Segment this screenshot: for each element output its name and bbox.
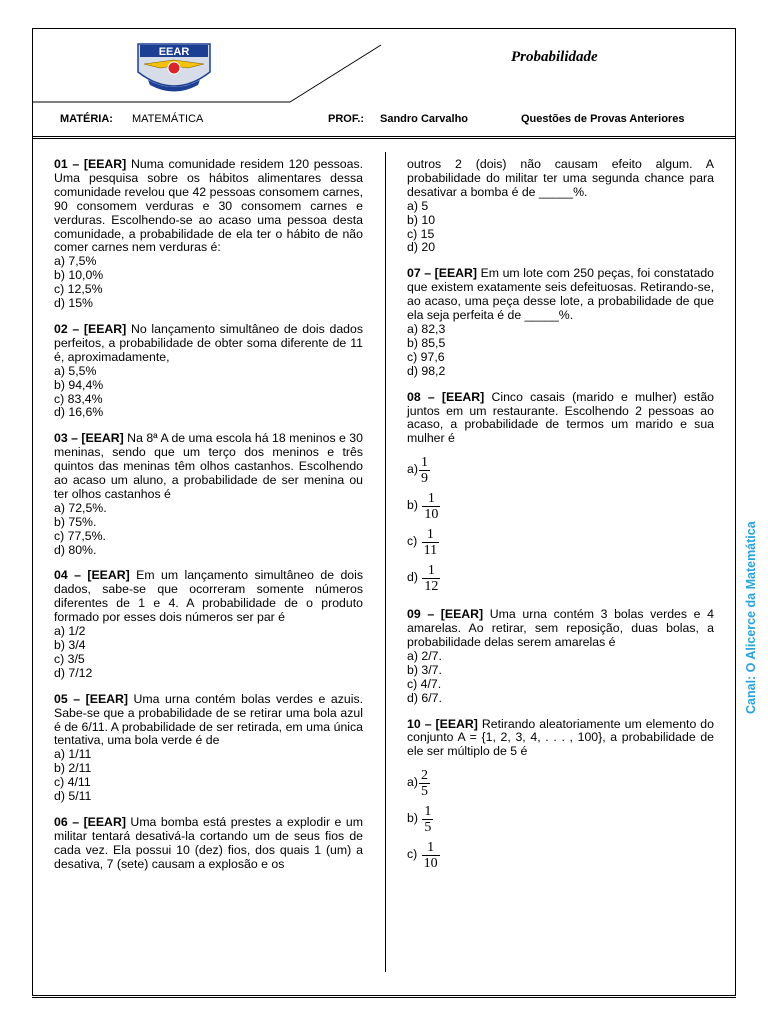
option: a) 5	[407, 198, 429, 213]
left-column	[54, 158, 363, 884]
source-label: Questões de Provas Anteriores	[521, 113, 685, 125]
materia-value: MATEMÁTICA	[132, 113, 204, 125]
option: b) 75%.	[54, 514, 97, 529]
option: a) 82,3	[407, 321, 446, 336]
option: b) 3/4	[54, 638, 86, 652]
question-04: 04 – [EEAR] Em um lançamento simultâneo de dois dados, sabe-se que ocorreram somente números diferentes de 1 e 4. A probabilidade de o produto formado por esses dois números ser par é a) 1/2 b) 3/4 c) 3/5 d) 7/12	[54, 568, 363, 680]
option: b) 2/11	[54, 761, 92, 776]
option: a) 1/11	[54, 747, 92, 762]
option: a) 7,5%	[54, 254, 97, 269]
options-05	[54, 748, 363, 804]
bottom-rule	[32, 997, 736, 998]
option: a) 2/7.	[407, 648, 442, 663]
prof-value: Sandro Carvalho	[380, 113, 469, 125]
question-05: 05 – [EEAR] Uma urna contém bolas verdes e azuis. Sabe-se que a probabilidade de se retirar uma bola azul é de 6/11. A probabilidade de ser retirada, em uma única tentativa, uma bola verde é de a) 1/11 b) 2/11 c) 4/11 d) 5/11	[54, 691, 364, 804]
options-06	[407, 200, 714, 256]
option: d) 15%	[54, 296, 93, 311]
options-08	[407, 452, 714, 596]
fraction-option: a) $\frac{2}{5}$	[407, 767, 428, 799]
option: c) 15	[407, 226, 435, 241]
question-10: 10 – [EEAR] Retirando aleatoriamente um elemento do conjunto A = {1, 2, 3, 4, . . . , 100}, a probabilidade de ele ser múltiplo de 5 é a) $\frac{2}{5}$ b) $\frac{1}{5}$ c) $\frac{1}{10}$	[407, 718, 714, 874]
option: d) 6/7.	[407, 690, 442, 705]
option: a) 1/2	[54, 624, 86, 639]
question-01: 01 – [EEAR] Numa comunidade residem 120 pessoas. Uma pesquisa sobre os hábitos alimentares dessa comunidade revelou que 42 pessoas consomem carnes, 90 consomem verduras e 30 consomem carnes e verduras. Escolhendo-se ao acaso uma pessoa desta comunidade, a probabilidade de ela ter o hábito de não comer carnes nem verduras é: a) 7,5% b) 10,0% c) 12,5% d) 15%	[54, 157, 364, 311]
option: d) 80%.	[54, 542, 97, 557]
options-01	[54, 255, 363, 311]
options-10	[407, 765, 714, 873]
fraction-option: d) $\frac{1}{12}$	[407, 562, 439, 594]
logo-text: EEAR	[158, 46, 190, 58]
option: b) 94,4%	[54, 377, 104, 392]
options-04	[54, 625, 363, 681]
prof-label: PROF.:	[328, 113, 365, 125]
option: d) 16,6%	[54, 405, 104, 420]
option: d) 98,2	[407, 363, 446, 378]
fraction-option: b) $\frac{1}{5}$	[407, 803, 432, 835]
option: d) 20	[407, 240, 436, 255]
option: b) 10	[407, 212, 436, 227]
materia-label: MATÉRIA:	[60, 113, 113, 125]
side-label-text: Canal: O Alicerce da Matemática	[744, 521, 758, 714]
option: c) 97,6	[407, 349, 445, 364]
header-rule	[32, 136, 736, 137]
side-label	[738, 478, 762, 718]
option: c) 83,4%	[54, 391, 103, 406]
page-title: Probabilidade	[511, 49, 598, 65]
option: c) 3/5	[54, 651, 85, 666]
option: c) 4/11	[54, 775, 91, 790]
option: c) 12,5%	[54, 282, 103, 297]
right-column	[407, 158, 714, 885]
question-02: 02 – [EEAR] No lançamento simultâneo de dois dados perfeitos, a probabilidade de obter soma diferente de 11 é, aproximadamente, a) 5,5% b) 94,4% c) 83,4% d) 16,6%	[54, 321, 363, 420]
option: a) 5,5%	[54, 363, 97, 378]
option: a) 72,5%.	[54, 500, 107, 515]
question-07: 07 – [EEAR] Em um lote com 250 peças, foi constatado que existem exatamente seis defeituosas. Retirando-se, ao acaso, uma peça desse lote, a probabilidade de que ela seja perfeita é de _____%. a) 82,3 b) 85,5 c) 97,6 d) 98,2	[407, 266, 714, 378]
option: b) 85,5	[407, 335, 446, 350]
option: c) 4/7.	[407, 676, 442, 691]
options-03	[54, 502, 363, 558]
option: d) 5/11	[54, 789, 92, 804]
fraction-option: b) $\frac{1}{10}$	[407, 490, 439, 522]
question-06-continued: outros 2 (dois) não causam efeito algum. A probabilidade do militar ter uma segunda chance para desativar a bomba é de _____%. a) 5 b) 10 c) 15 d) 20	[407, 157, 714, 255]
options-07	[407, 323, 714, 379]
header-divider	[0, 0, 768, 120]
options-02	[54, 365, 363, 421]
option: d) 7/12	[54, 665, 93, 680]
option: b) 3/7.	[407, 662, 442, 677]
header-rule-2	[32, 138, 736, 139]
fraction-option: c) $\frac{1}{10}$	[407, 839, 438, 871]
question-06: 06 – [EEAR] Uma bomba está prestes a explodir e um militar tentará desativá-la cortando um de seus fios de cada vez. Ela possui 10 (dez) fios, dos quais 1 (um) a desativa, 7 (sete) causam a explosão e os	[54, 814, 363, 871]
options-09	[407, 650, 714, 706]
fraction-option: c) $\frac{1}{11}$	[407, 526, 438, 558]
column-divider	[385, 152, 386, 972]
question-03: 03 – [EEAR] Na 8ª A de uma escola há 18 meninos e 30 meninas, sendo que um terço dos meninos e três quintos das meninas têm olhos castanhos. Escolhendo ao acaso um aluno, a probabilidade de ser menina ou ter olhos castanhos é a) 72,5%. b) 75%. c) 77,5%. d) 80%.	[54, 431, 363, 557]
question-08: 08 – [EEAR] Cinco casais (marido e mulher) estão juntos em um restaurante. Escolhendo 2 pessoas ao acaso, a probabilidade de termos um marido e sua mulher é a) $\frac{1}{9}$ b) $\frac{1}{10}$ c) $\frac{1}{11}$ d) $\frac{1}{12}$	[407, 391, 714, 597]
option: c) 77,5%.	[54, 528, 106, 543]
option: b) 10,0%	[54, 268, 104, 283]
fraction-option: a) $\frac{1}{9}$	[407, 454, 428, 486]
question-09: 09 – [EEAR] Uma urna contém 3 bolas verdes e 4 amarelas. Ao retirar, sem reposição, duas bolas, a probabilidade delas serem amarelas é a) 2/7. b) 3/7. c) 4/7. d) 6/7.	[407, 607, 714, 705]
